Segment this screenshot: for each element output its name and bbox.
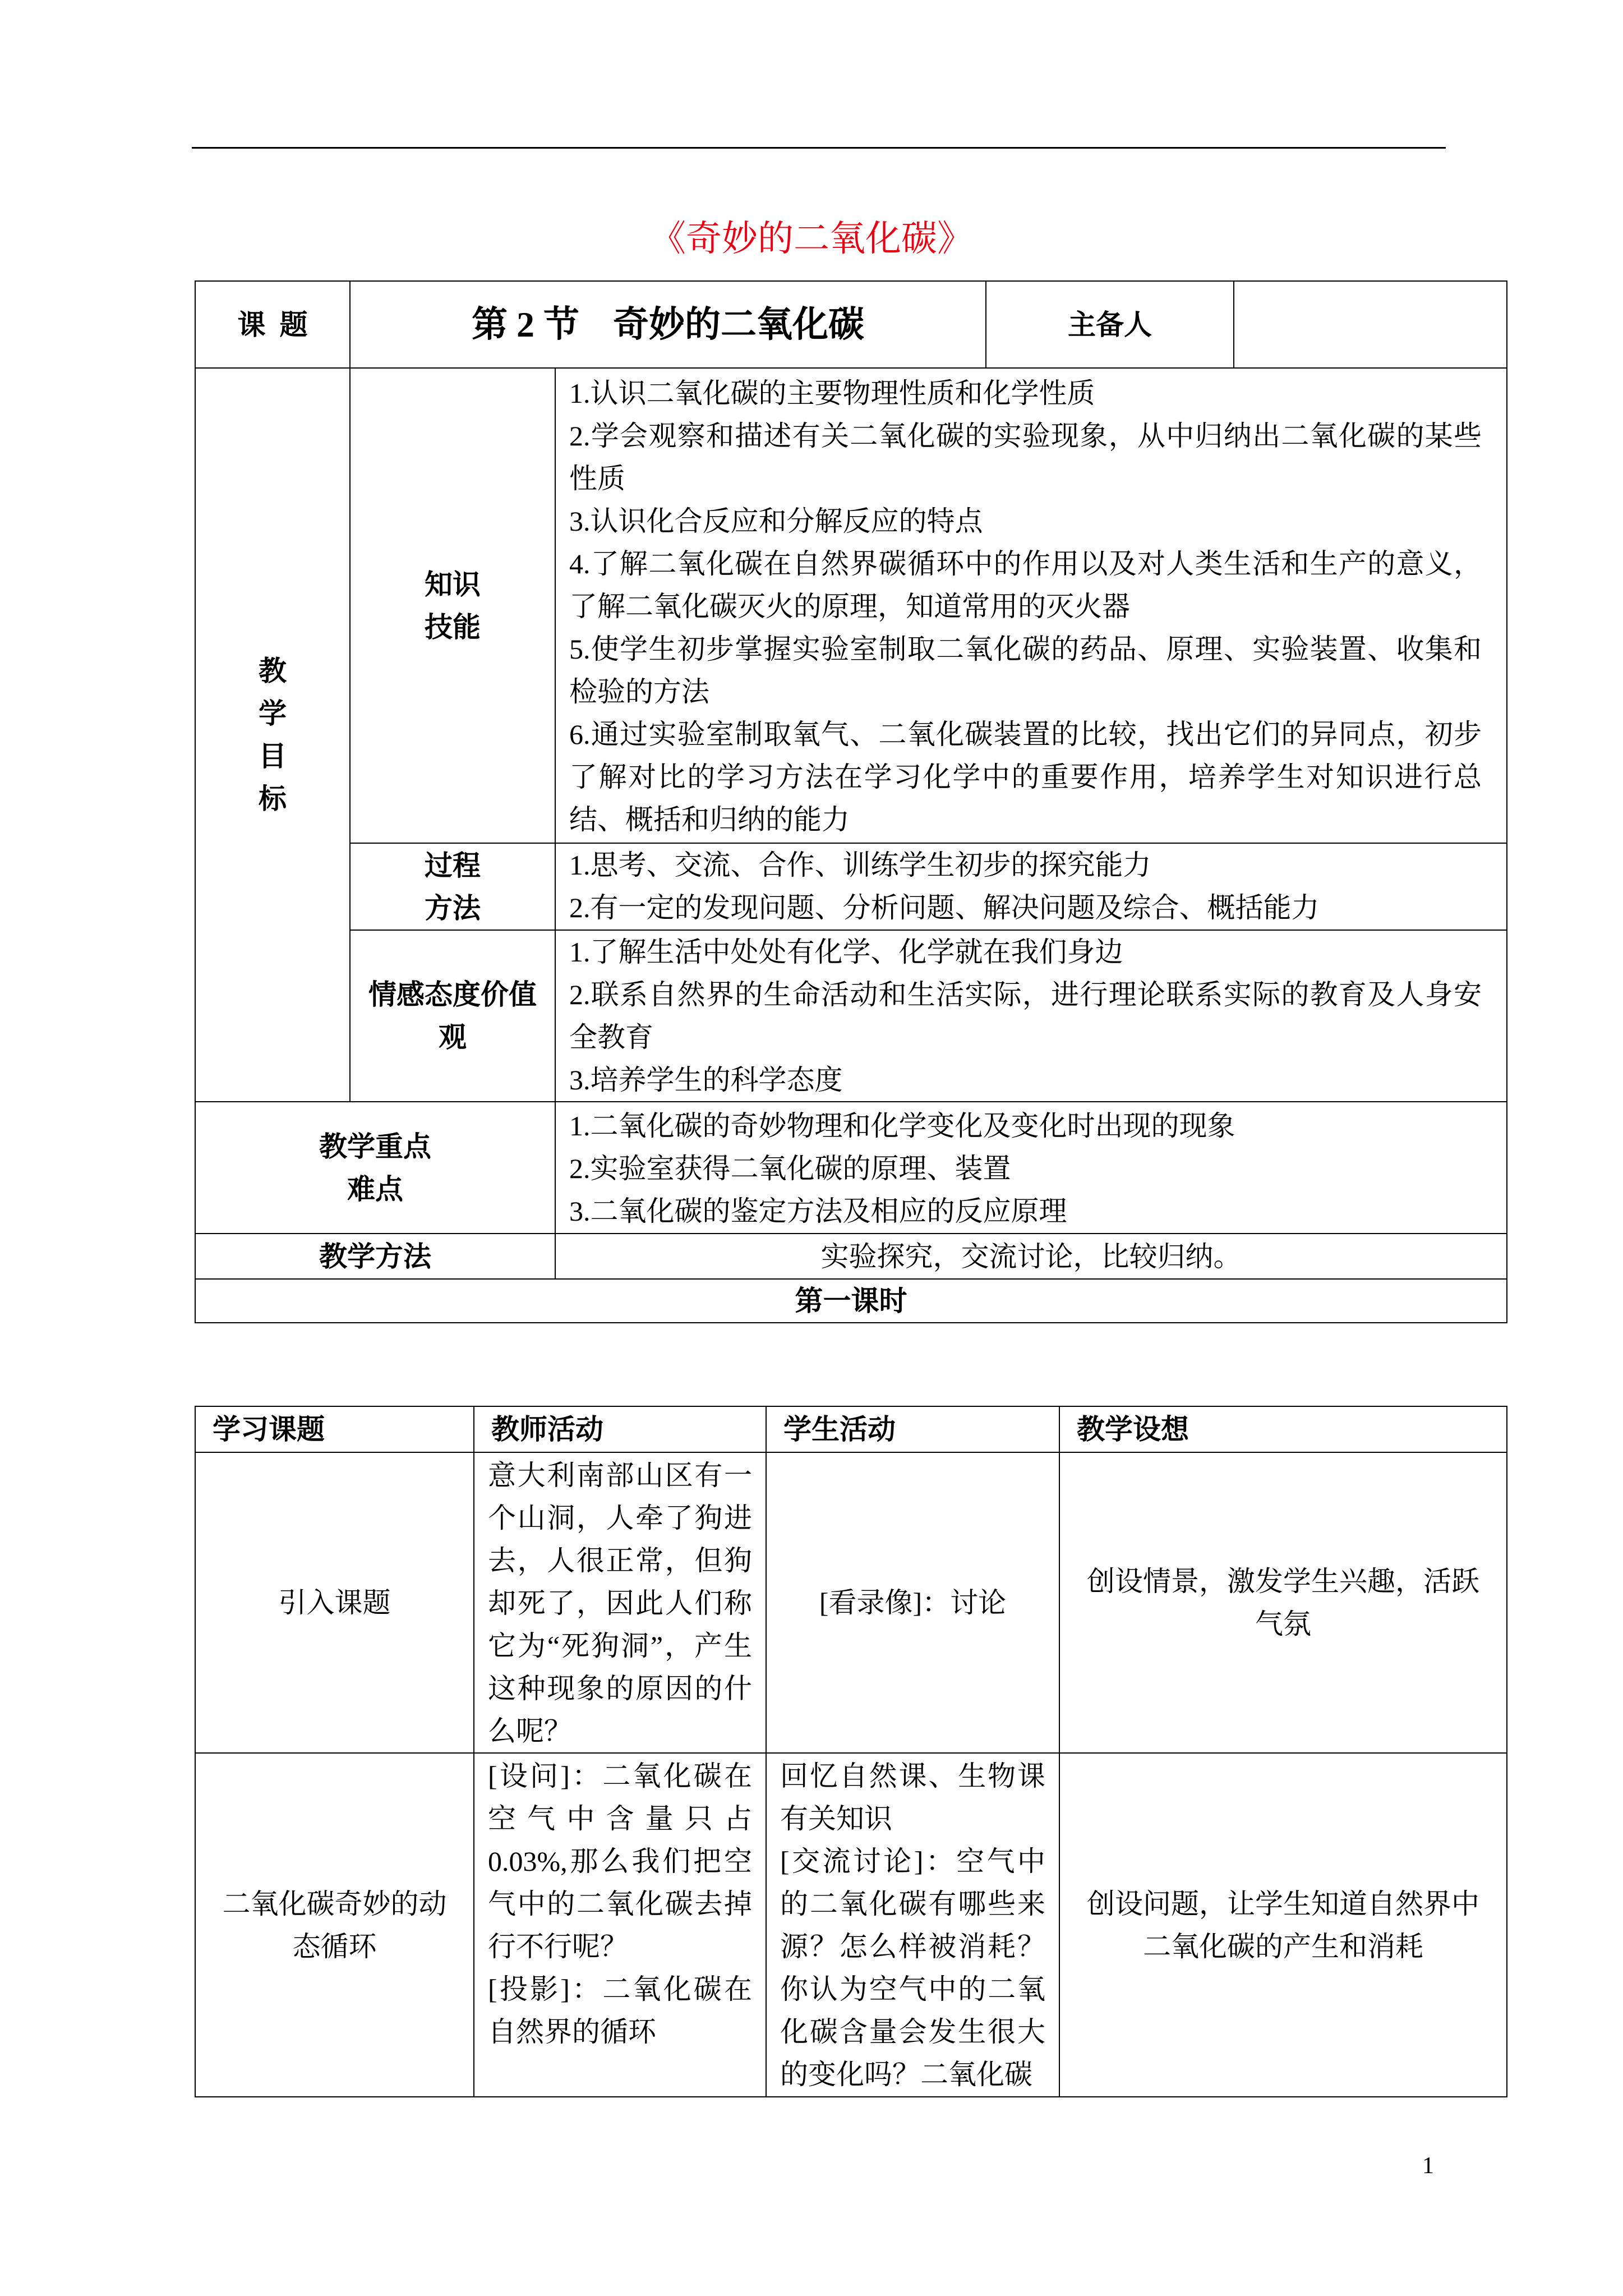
key-points-content bbox=[555, 1102, 1507, 1234]
objectives-label-cell bbox=[195, 368, 350, 1102]
document-title: 《奇妙的二氧化碳》 bbox=[650, 219, 973, 259]
key-point-item: 1.二氧化碳的奇妙物理和化学变化及变化时出现的现象 bbox=[569, 1110, 1235, 1142]
attitude-content bbox=[555, 930, 1507, 1102]
objective-row-knowledge bbox=[195, 368, 1507, 843]
lesson-plan-table bbox=[195, 280, 1507, 1323]
section-title-cell bbox=[350, 281, 986, 368]
teacher-paragraph: 意大利南部山区有一个山洞，人牵了狗进去，人很正常，但狗却死了，因此人们称它为“死狗洞”，产生这种现象的原因的什么呢？ bbox=[488, 1460, 752, 1747]
row-design: 创设问题，让学生知道自然界中二氧化碳的产生和消耗 bbox=[1059, 1753, 1507, 2097]
knowledge-item: 1.认识二氧化碳的主要物理性质和化学性质 bbox=[569, 378, 1095, 409]
teacher-paragraph: [设问]：二氧化碳在空气中含量只占0.03%,那么我们把空气中的二氧化碳去掉行不行呢？ bbox=[488, 1760, 752, 1962]
knowledge-item: 5.使学生初步掌握实验室制取二氧化碳的药品、原理、实验装置、收集和检验的方法 bbox=[569, 633, 1482, 707]
teaching-method-value-cell bbox=[555, 1234, 1507, 1279]
session-row bbox=[195, 1279, 1507, 1323]
header-design: 教学设想 bbox=[1059, 1406, 1507, 1452]
objectives-label: 教学目标 bbox=[259, 655, 287, 815]
process-label: 过程方法 bbox=[425, 849, 481, 924]
key-point-item: 3.二氧化碳的鉴定方法及相应的反应原理 bbox=[569, 1195, 1067, 1227]
row-design: 创设情景，激发学生兴趣，活跃气氛 bbox=[1059, 1452, 1507, 1753]
knowledge-label-cell bbox=[350, 368, 555, 843]
key-points-row bbox=[195, 1102, 1507, 1234]
session-label-cell bbox=[195, 1279, 1507, 1323]
student-paragraph: [交流讨论]：空气中的二氧化碳有哪些来源？怎么样被消耗？你认为空气中的二氧化碳含量会发生很大的变化吗？二氧化碳 bbox=[780, 1846, 1045, 2090]
row-student-activity bbox=[766, 1452, 1059, 1753]
key-points-label: 教学重点难点 bbox=[319, 1130, 431, 1205]
table-row bbox=[195, 1753, 1507, 2097]
teaching-method-value: 实验探究，交流讨论，比较归纳。 bbox=[820, 1240, 1242, 1272]
knowledge-item: 6.通过实验室制取氧气、二氧化碳装置的比较，找出它们的异同点，初步了解对比的学习方法在学习化学中的重要作用，培养学生对知识进行总结、概括和归纳的能力 bbox=[569, 719, 1482, 835]
topic-label: 课 题 bbox=[237, 309, 308, 341]
knowledge-item: 3.认识化合反应和分解反应的特点 bbox=[569, 505, 983, 537]
attitude-item: 2.联系自然界的生命活动和生活实际，进行理论联系实际的教育及人身安全教育 bbox=[569, 979, 1482, 1053]
header-rule bbox=[192, 147, 1446, 149]
topic-row bbox=[195, 281, 1507, 368]
teacher-paragraph: [投影]：二氧化碳在自然界的循环 bbox=[488, 1973, 752, 2047]
process-item: 2.有一定的发现问题、分析问题、解决问题及综合、概括能力 bbox=[569, 892, 1320, 923]
preparer-label: 主备人 bbox=[1068, 309, 1152, 341]
preparer-label-cell bbox=[986, 281, 1234, 368]
objective-row-process bbox=[195, 843, 1507, 930]
section-title: 奇妙的二氧化碳 bbox=[613, 304, 864, 344]
student-paragraph: [看录像]：讨论 bbox=[819, 1587, 1007, 1618]
row-teacher-activity bbox=[474, 1452, 766, 1753]
process-label-cell bbox=[350, 843, 555, 930]
teaching-method-label: 教学方法 bbox=[319, 1240, 431, 1272]
teaching-method-label-cell bbox=[195, 1234, 555, 1279]
attitude-label: 情感态度价值观 bbox=[368, 979, 537, 1053]
section-number: 第 2 节 bbox=[472, 304, 579, 344]
table-row bbox=[195, 1452, 1507, 1753]
attitude-label-cell bbox=[350, 930, 555, 1102]
session-label: 第一课时 bbox=[795, 1285, 907, 1317]
student-paragraph: 回忆自然课、生物课有关知识 bbox=[780, 1760, 1045, 1834]
knowledge-content bbox=[555, 368, 1507, 843]
knowledge-item: 4.了解二氧化碳在自然界碳循环中的作用以及对人类生活和生产的意义，了解二氧化碳灭火的原理，知道常用的灭火器 bbox=[569, 548, 1482, 622]
row-topic: 引入课题 bbox=[195, 1452, 474, 1753]
activity-table bbox=[195, 1406, 1507, 2097]
attitude-item: 3.培养学生的科学态度 bbox=[569, 1064, 843, 1096]
row-teacher-activity bbox=[474, 1753, 766, 2097]
row-topic: 二氧化碳奇妙的动态循环 bbox=[195, 1753, 474, 2097]
header-teacher: 教师活动 bbox=[474, 1406, 766, 1452]
page-number: 1 bbox=[1422, 2153, 1434, 2179]
objective-row-attitude bbox=[195, 930, 1507, 1102]
header-topic: 学习课题 bbox=[195, 1406, 474, 1452]
key-points-label-cell bbox=[195, 1102, 555, 1234]
activity-header-row bbox=[195, 1406, 1507, 1452]
header-student: 学生活动 bbox=[766, 1406, 1059, 1452]
key-point-item: 2.实验室获得二氧化碳的原理、装置 bbox=[569, 1153, 1011, 1184]
knowledge-label: 知识技能 bbox=[425, 568, 481, 643]
preparer-value-cell bbox=[1234, 281, 1507, 368]
knowledge-item: 2.学会观察和描述有关二氧化碳的实验现象，从中归纳出二氧化碳的某些性质 bbox=[569, 420, 1482, 494]
process-item: 1.思考、交流、合作、训练学生初步的探究能力 bbox=[569, 849, 1151, 881]
row-student-activity bbox=[766, 1753, 1059, 2097]
process-content bbox=[555, 843, 1507, 930]
topic-label-cell bbox=[195, 281, 350, 368]
attitude-item: 1.了解生活中处处有化学、化学就在我们身边 bbox=[569, 936, 1123, 968]
teaching-method-row bbox=[195, 1234, 1507, 1279]
